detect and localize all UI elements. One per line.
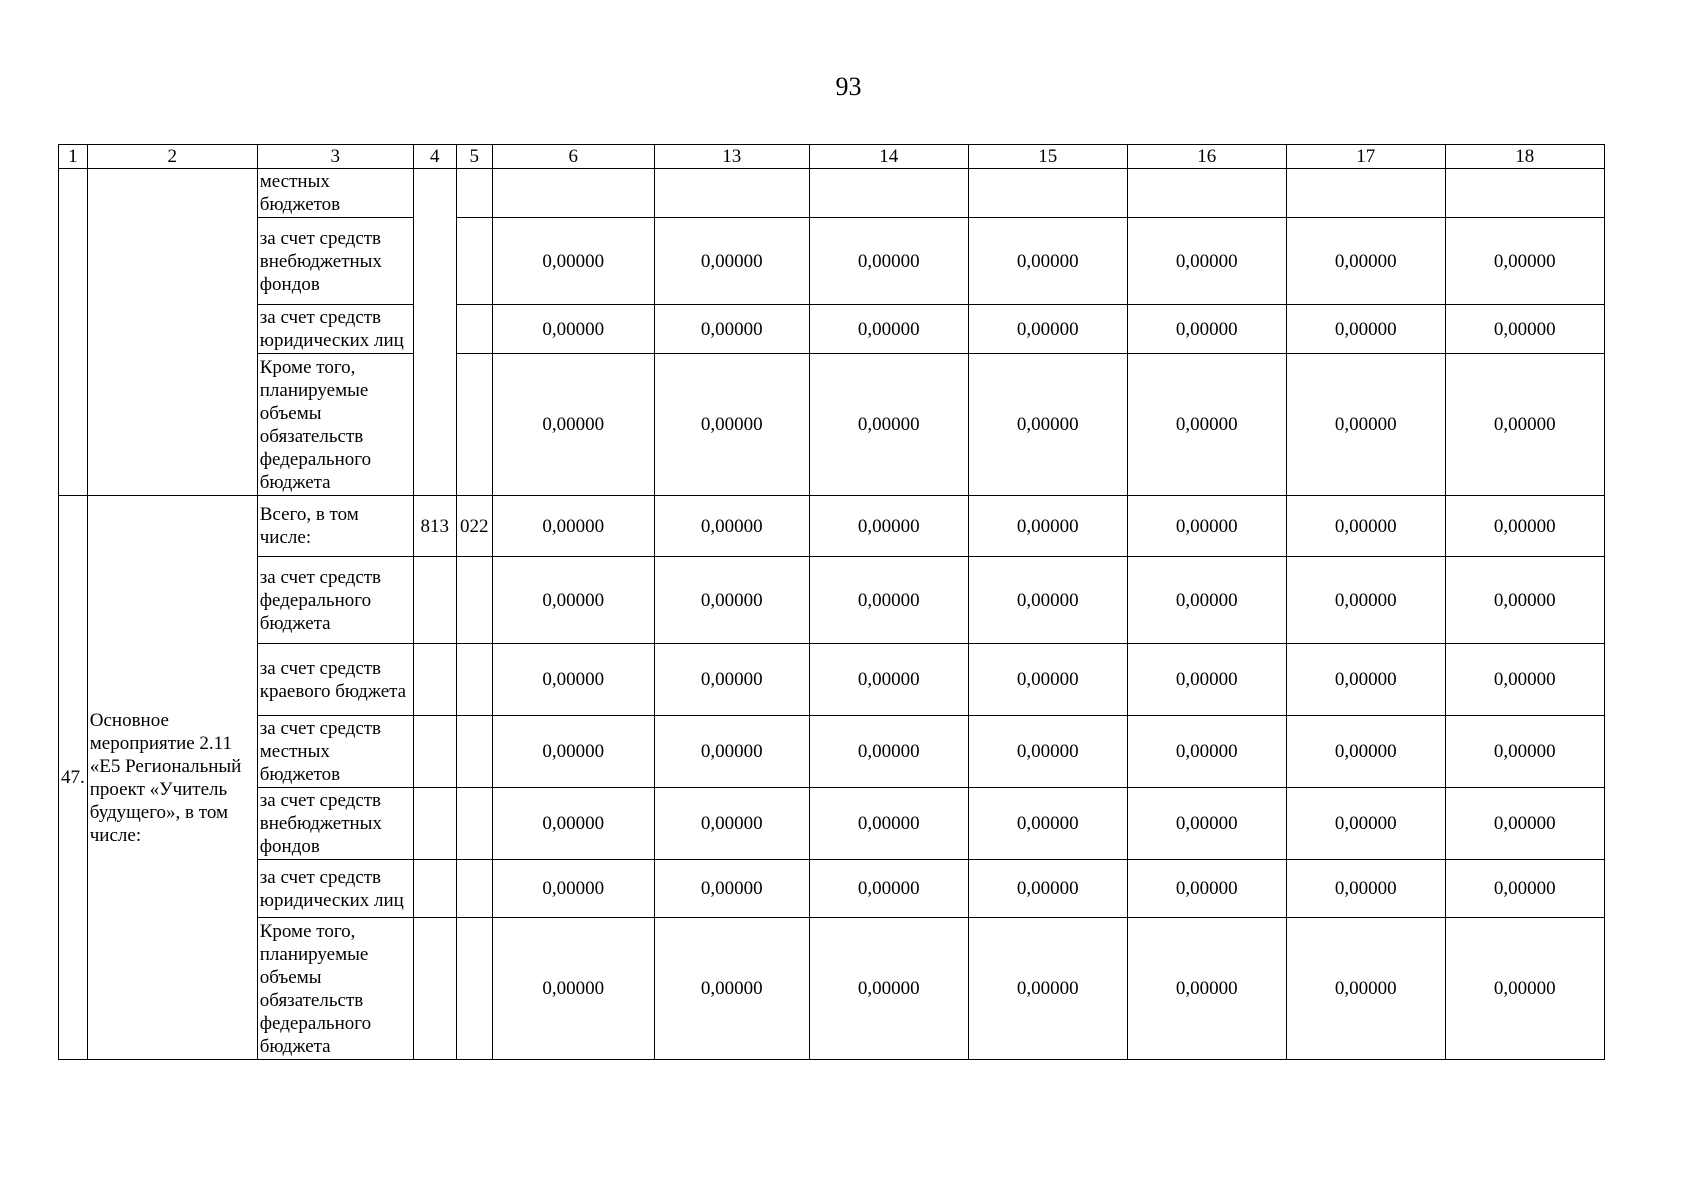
col5-cell	[456, 716, 492, 788]
value-cell: 0,00000	[492, 305, 654, 354]
col5-cell	[456, 644, 492, 716]
table-row	[59, 557, 1605, 644]
col5-cell	[456, 218, 492, 305]
value-cell: 0,00000	[1445, 557, 1604, 644]
index-cell	[59, 169, 88, 496]
col5-cell	[456, 169, 492, 218]
value-cell	[1445, 169, 1604, 218]
source-label: Кроме того, планируемые объемы обязательств федерального бюджета	[257, 354, 413, 496]
header-cell: 13	[654, 145, 809, 169]
value-cell: 0,00000	[1445, 644, 1604, 716]
header-row	[59, 145, 1605, 169]
value-cell: 0,00000	[1127, 644, 1286, 716]
source-label: за счет средств внебюджетных фондов	[257, 788, 413, 860]
source-label: за счет средств внебюджетных фондов	[257, 218, 413, 305]
value-cell: 0,00000	[809, 305, 968, 354]
source-label: за счет средств краевого бюджета	[257, 644, 413, 716]
value-cell: 0,00000	[1445, 860, 1604, 918]
value-cell: 0,00000	[809, 218, 968, 305]
value-cell: 0,00000	[492, 644, 654, 716]
value-cell: 0,00000	[1445, 305, 1604, 354]
value-cell: 0,00000	[809, 918, 968, 1060]
value-cell: 0,00000	[654, 218, 809, 305]
value-cell: 0,00000	[1286, 788, 1445, 860]
source-label: за счет средств федерального бюджета	[257, 557, 413, 644]
col5-cell	[456, 557, 492, 644]
value-cell: 0,00000	[654, 305, 809, 354]
table-row	[59, 860, 1605, 918]
source-label: Всего, в том числе:	[257, 496, 413, 557]
col5-cell	[456, 354, 492, 496]
value-cell: 0,00000	[654, 716, 809, 788]
header-cell: 2	[87, 145, 257, 169]
value-cell: 0,00000	[1127, 496, 1286, 557]
value-cell: 0,00000	[1286, 557, 1445, 644]
col5-cell	[456, 918, 492, 1060]
table-row	[59, 169, 1605, 218]
source-label: Кроме того, планируемые объемы обязательств федерального бюджета	[257, 918, 413, 1060]
value-cell	[1286, 169, 1445, 218]
col4-cell	[413, 557, 456, 644]
table-row	[59, 354, 1605, 496]
source-label: местных бюджетов	[257, 169, 413, 218]
col4-cell	[413, 644, 456, 716]
header-cell: 16	[1127, 145, 1286, 169]
value-cell: 0,00000	[492, 354, 654, 496]
table-row	[59, 716, 1605, 788]
value-cell: 0,00000	[1127, 354, 1286, 496]
page-number: 93	[835, 72, 862, 101]
value-cell: 0,00000	[654, 918, 809, 1060]
value-cell: 0,00000	[654, 644, 809, 716]
source-label: за счет средств местных бюджетов	[257, 716, 413, 788]
value-cell: 0,00000	[809, 354, 968, 496]
table-row	[59, 218, 1605, 305]
source-label: за счет средств юридических лиц	[257, 305, 413, 354]
value-cell: 0,00000	[1445, 496, 1604, 557]
value-cell: 0,00000	[654, 496, 809, 557]
table-row	[59, 496, 1605, 557]
source-label: за счет средств юридических лиц	[257, 860, 413, 918]
value-cell	[654, 169, 809, 218]
value-cell: 0,00000	[809, 496, 968, 557]
header-cell: 5	[456, 145, 492, 169]
col4-cell	[413, 788, 456, 860]
name-cell	[87, 169, 257, 496]
value-cell: 0,00000	[1286, 644, 1445, 716]
col5-cell	[456, 860, 492, 918]
value-cell: 0,00000	[1127, 218, 1286, 305]
value-cell: 0,00000	[654, 354, 809, 496]
value-cell: 0,00000	[968, 860, 1127, 918]
header-cell: 15	[968, 145, 1127, 169]
header-cell: 14	[809, 145, 968, 169]
table-row	[59, 644, 1605, 716]
value-cell: 0,00000	[1286, 354, 1445, 496]
value-cell: 0,00000	[1286, 918, 1445, 1060]
header-cell: 18	[1445, 145, 1604, 169]
value-cell: 0,00000	[1127, 716, 1286, 788]
header-cell: 1	[59, 145, 88, 169]
activity-name: Основное мероприятие 2.11 «Е5 Региональный проект «Учитель будущего», в том числе:	[87, 496, 257, 1060]
value-cell: 0,00000	[492, 918, 654, 1060]
value-cell: 0,00000	[1445, 218, 1604, 305]
value-cell: 0,00000	[492, 557, 654, 644]
value-cell: 0,00000	[968, 305, 1127, 354]
value-cell: 0,00000	[1127, 788, 1286, 860]
col4-cell	[413, 169, 456, 496]
value-cell: 0,00000	[1127, 305, 1286, 354]
value-cell: 0,00000	[654, 860, 809, 918]
table-row	[59, 788, 1605, 860]
value-cell: 0,00000	[1445, 918, 1604, 1060]
value-cell: 0,00000	[1127, 557, 1286, 644]
value-cell: 0,00000	[492, 496, 654, 557]
value-cell: 0,00000	[809, 788, 968, 860]
col4-cell	[413, 716, 456, 788]
value-cell: 0,00000	[1286, 860, 1445, 918]
col5-cell	[456, 788, 492, 860]
value-cell: 0,00000	[492, 716, 654, 788]
value-cell: 0,00000	[1286, 218, 1445, 305]
value-cell: 0,00000	[1127, 918, 1286, 1060]
value-cell	[1127, 169, 1286, 218]
value-cell: 0,00000	[1445, 354, 1604, 496]
value-cell: 0,00000	[968, 644, 1127, 716]
header-cell: 17	[1286, 145, 1445, 169]
value-cell: 0,00000	[654, 557, 809, 644]
col4-cell	[413, 918, 456, 1060]
value-cell: 0,00000	[1286, 496, 1445, 557]
value-cell	[492, 169, 654, 218]
value-cell: 0,00000	[968, 496, 1127, 557]
value-cell	[809, 169, 968, 218]
value-cell: 0,00000	[968, 716, 1127, 788]
col5-code: 022	[456, 496, 492, 557]
header-cell: 6	[492, 145, 654, 169]
value-cell: 0,00000	[1286, 305, 1445, 354]
value-cell: 0,00000	[654, 788, 809, 860]
value-cell: 0,00000	[809, 644, 968, 716]
value-cell: 0,00000	[968, 354, 1127, 496]
value-cell: 0,00000	[492, 788, 654, 860]
col5-cell	[456, 305, 492, 354]
value-cell: 0,00000	[968, 788, 1127, 860]
value-cell: 0,00000	[968, 218, 1127, 305]
value-cell: 0,00000	[492, 860, 654, 918]
col4-cell	[413, 860, 456, 918]
value-cell: 0,00000	[1445, 788, 1604, 860]
value-cell: 0,00000	[809, 557, 968, 644]
value-cell: 0,00000	[1127, 860, 1286, 918]
value-cell: 0,00000	[1286, 716, 1445, 788]
value-cell: 0,00000	[492, 218, 654, 305]
value-cell: 0,00000	[1445, 716, 1604, 788]
value-cell: 0,00000	[809, 860, 968, 918]
value-cell: 0,00000	[968, 918, 1127, 1060]
header-cell: 3	[257, 145, 413, 169]
value-cell	[968, 169, 1127, 218]
table-row	[59, 918, 1605, 1060]
value-cell: 0,00000	[809, 716, 968, 788]
header-cell: 4	[413, 145, 456, 169]
table-row	[59, 305, 1605, 354]
value-cell: 0,00000	[968, 557, 1127, 644]
col4-code: 813	[413, 496, 456, 557]
row-index: 47.	[59, 496, 88, 1060]
budget-table	[58, 144, 1605, 1060]
